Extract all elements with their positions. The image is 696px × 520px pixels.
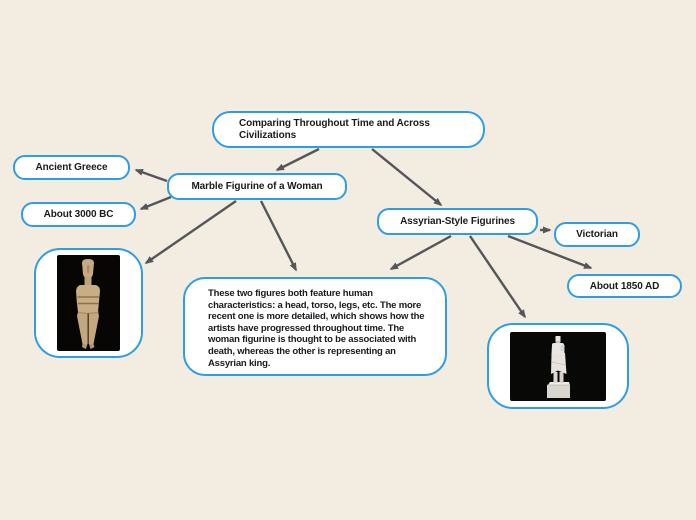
node-about-1850-ad-label: About 1850 AD	[589, 280, 660, 292]
edge-marble-image	[146, 201, 236, 263]
assyrian-statue-photo	[510, 332, 606, 401]
node-about-3000-bc[interactable]	[21, 202, 136, 227]
edge-marble-3000	[141, 197, 171, 209]
node-assyrian-statue-image[interactable]	[487, 323, 629, 409]
edge-assyrian-image	[470, 236, 525, 317]
edge-marble-greece	[136, 170, 167, 181]
node-ancient-greece[interactable]	[13, 155, 130, 180]
node-about-3000-bc-label: About 3000 BC	[43, 209, 114, 220]
node-marble-figurine[interactable]	[167, 173, 347, 200]
edge-root-assyrian	[372, 149, 441, 205]
node-root-topic[interactable]	[212, 111, 485, 148]
node-about-1850-ad[interactable]	[567, 274, 682, 298]
node-description[interactable]	[183, 277, 447, 376]
node-marble-label: Marble Figurine of a Woman	[191, 181, 323, 192]
node-root-label: Comparing Throughout Time and Across Civilizations	[239, 117, 430, 141]
cycladic-figurine-photo	[57, 255, 120, 351]
node-ancient-greece-label: Ancient Greece	[35, 162, 108, 173]
node-assyrian-label: Assyrian-Style Figurines	[400, 216, 515, 227]
edge-assyrian-description	[391, 236, 451, 269]
edge-root-marble	[277, 149, 319, 170]
node-assyrian-figurines[interactable]	[377, 208, 538, 235]
node-victorian-label: Victorian	[576, 229, 618, 240]
node-description-text: These two figures both feature human characteristics: a head, torso, legs, etc. The more recent one is more detailed, which shows how the artists have progressed throughout time. The woman figurine is thought to be associated with death, whereas the other is representing an Assyrian king.	[208, 288, 425, 369]
node-marble-figurine-image[interactable]	[34, 248, 143, 358]
node-victorian[interactable]	[554, 222, 640, 247]
edge-marble-description	[261, 201, 296, 270]
